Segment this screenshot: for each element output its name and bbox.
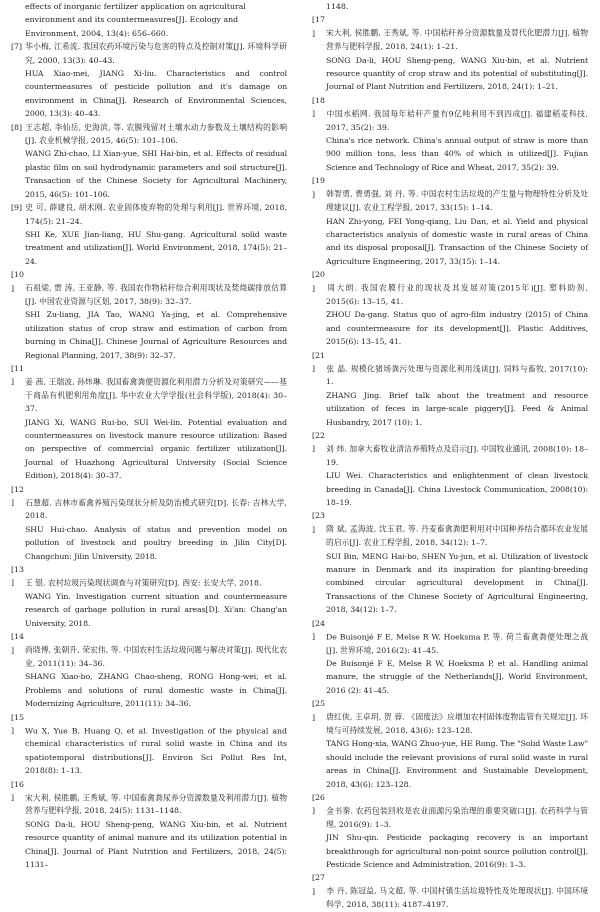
- reference-chinese: [312, 174, 588, 214]
- reference-english: [11, 67, 287, 121]
- reference-item: [11, 201, 287, 268]
- reference-item: [11, 40, 287, 120]
- reference-english-text: SUI Bin, MENG Hai-bo, SHEN Yu-jun, et al. Utilization of livestock manure in Denmark and its inspiration for planting-breeding combined circular agricultural development in China[J]. Transactions of the Chinese Society of Agricultural Engineering, 2018, 34(12): 1–7.: [326, 551, 588, 615]
- reference-number: [8]: [11, 122, 23, 132]
- reference-item: [312, 174, 588, 268]
- reference-english-text: SONG Da-li, HOU Sheng-peng, WANG Xiu-bin, et al. Nutrient resource quantity of crop straw and its potential of substituting[J]. Journal of Plant Nutrition and Fertilizers, 2018, 24(1): 1–21.: [326, 55, 588, 92]
- reference-item: [11, 778, 287, 872]
- reference-english-text: HUA Xiao-mei, JIANG Xi-liu. Characteristics and control countermeasures of pesticide pollution and it's damage on environment in China[J]. Research of Environmental Sciences, 2000, 13(3): 40–43.: [25, 69, 287, 119]
- reference-english-text: De Buisonjé F E, Melse R W, Hoeksma P, et al. Handling animal manure, the struggle of the Netherlands[J]. World Environment, 2016 (2): 41–45.: [326, 658, 588, 695]
- reference-chinese-text: 宋大利, 侯胜鹏, 王秀斌, 等. 中国畜禽粪尿养分资源数量及利用潜力[J]. 植物营养与肥料学报, 2018, 24(5): 1131–1148.: [25, 792, 287, 816]
- reference-chinese-text: 张 晶. 规模化猪场粪污处理与资源化利用浅谈[J]. 饲料与畜牧, 2017(10): 1.: [326, 363, 588, 387]
- reference-chinese: [11, 630, 287, 670]
- reference-chinese: [11, 268, 287, 308]
- reference-english: [11, 228, 287, 268]
- reference-item: [11, 483, 287, 563]
- reference-english-text: JIANG Xi, WANG Rui-bo, SUI Wei-lin. Potential evaluation and countermeasures on livestock manure resource utilization: Based on perspective of commercial organic fertilizer utilization[J]. Journal of Huazhong Agricultural University (Social Science Edition), 2018(4): 30–37.: [25, 417, 287, 481]
- reference-number: [15]: [11, 712, 24, 735]
- reference-english-text: WANG Yin. Investigation current situation and countermeasure research of garbage pollution in rural areas[D]. Xi'an: Chang'an University, 2018.: [25, 591, 287, 628]
- reference-item: [11, 563, 287, 630]
- reference-english: [11, 670, 287, 710]
- reference-number: [12]: [11, 484, 24, 508]
- reference-chinese-text: 李 丹, 陈冠益, 马文超, 等. 中国村镇生活垃圾特性及处理现状[J]. 中国环境科学, 2018, 38(11): 4187–4197.: [326, 886, 588, 910]
- reference-chinese: [11, 201, 287, 228]
- reference-number: [20]: [312, 270, 325, 293]
- reference-english-text: ZHOU Da-gang. Status quo of agro-film industry (2015) of China and countermeasure for its development[J]. Plastic Additives, 2015(6): 13–15, 41.: [326, 310, 588, 347]
- reference-chinese: [312, 13, 588, 53]
- reference-item: [11, 121, 287, 201]
- reference-english: [312, 54, 588, 94]
- reference-chinese-text: 韩智勇, 费勇强, 刘 丹, 等. 中国农村生活垃圾的产生量与物理特性分析及处理建议[J]. 农业工程学报, 2017, 33(15): 1–14.: [326, 189, 588, 213]
- reference-number: [7]: [11, 42, 23, 52]
- reference-number: [10]: [11, 270, 24, 293]
- reference-english-text: ZHANG Jing. Brief talk about the treatment and resource utilization of feces in large-scale piggery[J]. Feed & Animal Husbandry, 2017 (10): 1.: [326, 390, 588, 427]
- reference-number: [13]: [11, 565, 24, 588]
- reference-english: [11, 711, 287, 778]
- reference-english-text: SHI Ke, XUE Jian-liang, HU Shu-gang. Agricultural solid waste treatment and utilization[J]. World Environment, 2018, 174(5): 21–24.: [25, 229, 287, 266]
- reference-english: [312, 831, 588, 871]
- reference-english: [11, 416, 287, 483]
- reference-english-text: China's rice network. China's annual output of straw is more than 900 million tons, less than 40% of which is utilized[J]. Fujian Science and Technology of Rice and Wheat, 2017, 35(2): 39.: [326, 136, 588, 172]
- reference-english-text: SHU Hui-chao. Analysis of status and prevention model on pollution of livestock and poultry breeding in Jilin City[D]. Changchun: Jilin University, 2018.: [25, 524, 287, 561]
- reference-english: [312, 308, 588, 348]
- reference-number: [18]: [312, 95, 325, 119]
- reference-item: [312, 268, 588, 348]
- reference-item: [312, 429, 588, 509]
- reference-number: [14]: [11, 632, 24, 655]
- reference-english: [312, 657, 588, 697]
- reference-english-text: LIU Wei. Characteristics and enlightenment of clean livestock breeding in Canada[J]. China Livestock Communication, 2008(10): 18–19.: [326, 471, 588, 508]
- reference-chinese: [312, 871, 588, 911]
- reference-chinese: [312, 791, 588, 831]
- reference-chinese-text: 石祖梁, 贾 涛, 王亚静, 等. 我国农作物秸秆综合利用现状及焚烧碳排放估算[J]. 中国农业资源与区划, 2017, 38(9): 32–37.: [25, 283, 287, 306]
- reference-number: [27]: [312, 873, 325, 896]
- reference-number: [11]: [11, 363, 24, 387]
- reference-item: [11, 630, 287, 710]
- reference-number: [19]: [312, 176, 325, 199]
- reference-chinese: [11, 483, 287, 523]
- references-column-left: [11, 0, 287, 871]
- reference-chinese-text: 宋大利, 侯胜鹏, 王秀斌, 等. 中国秸秆养分资源数量及替代化肥潜力[J]. 植物营养与肥料学报, 2018, 24(1): 1–21.: [326, 28, 588, 52]
- reference-english: [312, 389, 588, 429]
- reference-chinese: [11, 362, 287, 416]
- reference-english-text: Wu X, Yue B, Huang Q, et al. Investigation of the physical and chemical characteristics of rural solid waste in China and its spatiotemporal distributions[J]. Environ Sci Pollut Res Int, 2018(8): 1–13.: [25, 725, 287, 776]
- reference-chinese: [11, 563, 287, 590]
- reference-chinese-text: 华小梅, 江希流. 我国农药环境污染与危害的特点及控制对策[J]. 环境科学研究, 2000, 13(3): 40–43.: [25, 42, 287, 65]
- reference-chinese-text: 王志超, 李仙岳, 史海滨, 等. 农膜残留对土壤水动力参数及土壤结构的影响[J]. 农业机械学报, 2015, 46(5): 101–106.: [25, 122, 287, 146]
- references-column-right: [312, 0, 588, 912]
- reference-number: [22]: [312, 431, 325, 454]
- reference-item: [312, 349, 588, 429]
- reference-number: [17]: [312, 15, 325, 38]
- reference-chinese-text: De Buisonjé F E, Melse R W, Hoeksma P, 等. 荷兰畜禽粪便处理之战[J]. 世界环境, 2016(2): 41–45.: [326, 632, 588, 655]
- reference-item: [312, 791, 588, 871]
- reference-chinese: [312, 349, 588, 389]
- reference-chinese-text: 尚晓博, 张朝升, 荣宏伟, 等. 中国农村生活垃圾问题与解决对策[J]. 现代化农业, 2011(11): 34–36.: [25, 645, 287, 668]
- reference-chinese: [11, 778, 287, 818]
- reference-english-text: TANG Hong-xia, WANG Zhuo-yue, HE Rong. The "Solid Waste Law" should include the relevant provisions of rural solid waste in rural areas in China[J]. Environment and Sustainable Development, 2018, 43(6): 123–128.: [326, 739, 588, 789]
- reference-chinese-text: 周大朗. 我国农膜行业的现状及其发展对策(2015年)[J]. 塑料助剂, 2015(6): 13–15, 41.: [326, 283, 588, 306]
- reference-item: [312, 509, 588, 616]
- reference-item: [312, 871, 588, 911]
- reference-english-text: SHI Zu-liang, JIA Tao, WANG Ya-jing, et al. Comprehensive utilization status of crop straw and estimation of carbon from burning in China[J]. Chinese Journal of Agriculture Resources and Regional Planning, 2017, 38(9): 32–37.: [25, 310, 287, 360]
- reference-chinese: [11, 121, 287, 148]
- reference-item: [11, 362, 287, 483]
- reference-chinese: [312, 429, 588, 469]
- reference-chinese-text: 中国水稻网. 我国每年秸秆产量有9亿吨利用不到四成[J]. 福建稻麦科技, 2017, 35(2): 39.: [326, 109, 588, 132]
- reference-chinese-text: 隋 斌, 孟海波, 沈玉君, 等. 丹麦畜禽粪肥利用对中国种养结合循环农业发展的启示[J]. 农业工程学报, 2018, 34(12): 1–7.: [326, 524, 588, 548]
- reference-english: [312, 469, 588, 509]
- reference-english: [11, 523, 287, 563]
- reference-item: [312, 94, 588, 174]
- reference-chinese-text: 姜 茜, 王瑞波, 孙炜琳. 我国畜禽粪便资源化利用潜力分析及对策研究——基于商品有机肥利用角度[J]. 华中农业大学学报(社会科学版), 2018(4): 30–37.: [25, 377, 287, 414]
- reference-english: [11, 147, 287, 201]
- reference-chinese-text: 石慧超. 吉林市畜禽养殖污染现状分析及防治模式研究[D]. 长春: 吉林大学, 2018.: [25, 498, 287, 521]
- reference-chinese-text: 金书秦. 农药包装回收是农业面源污染治理的重要突破口[J]. 农药科学与管理, 2016(9): 1–3.: [326, 806, 588, 829]
- reference-english: [312, 134, 588, 174]
- reference-english-text: SHANG Xiao-bo, ZHANG Chao-sheng, RONG Hong-wei, et al. Problems and solutions of rural domestic waste in China[J]. Modernizing Agriculture, 2011(11): 34–36.: [25, 672, 287, 709]
- reference-item: [11, 711, 287, 778]
- reference-continuation: 1148.: [326, 2, 349, 11]
- reference-chinese: [312, 509, 588, 549]
- reference-continuation: effects of inorganic fertilizer application on agricultural environment and its countermeasures[J]. Ecology and Environment, 2004, 13(4): 656–660.: [25, 2, 246, 38]
- reference-item: [312, 617, 588, 697]
- reference-english: [11, 590, 287, 630]
- reference-english-text: WANG Zhi-chao, LI Xian-yue, SHI Hai-bin, et al. Effects of residual plastic film on soil hydrodynamic parameters and soil structure[J]. Transaction of the Chinese Society for Agricultural Machinery, 2015, 46(5): 101–106.: [25, 149, 287, 199]
- reference-chinese: [312, 94, 588, 134]
- reference-number: [24]: [312, 618, 325, 642]
- reference-chinese-text: 王 银. 农村垃圾污染现状调查与对策研究[D]. 西安: 长安大学, 2018.: [25, 578, 262, 588]
- reference-english-text: JIN Shu-qin. Pesticide packaging recovery is an important breakthrough for agricultural non-point source pollution control[J]. Pesticide Science and Administration, 2016(9): 1–3.: [326, 833, 588, 869]
- reference-english-text: HAN Zhi-yong, FEI Yong-qiang, Liu Dan, et al. Yield and physical characteristics analysis of domestic waste in rural areas of China and its disposal proposal[J]. Transaction of the Chinese Society of Agriculture Engineering, 2017, 33(15): 1–14.: [326, 216, 588, 266]
- reference-number: [16]: [11, 779, 24, 802]
- reference-english: [312, 215, 588, 269]
- reference-item: [312, 697, 588, 791]
- reference-chinese-text: 史 可, 薛建良, 胡术刚. 农业固体废弃物的处理与利用[J]. 世界环境, 2018, 174(5): 21–24.: [25, 203, 287, 226]
- reference-number: [23]: [312, 511, 325, 534]
- reference-chinese: [312, 697, 588, 737]
- reference-english: [11, 818, 287, 872]
- reference-number: [25]: [312, 699, 325, 722]
- reference-chinese: [11, 40, 287, 67]
- reference-number: [26]: [312, 792, 325, 816]
- reference-english-text: SONG Da-li, HOU Sheng-peng, WANG Xiu-bin, et al. Nutrient resource quantity of animal manure and its utilization potential in China[J]. Journal of Plant Nutrition and Fertilizers, 2018, 24(5): 1131–: [25, 819, 287, 869]
- reference-item: [312, 13, 588, 93]
- reference-number: [9]: [11, 203, 23, 213]
- reference-item: [11, 268, 287, 362]
- reference-number: [21]: [312, 350, 325, 373]
- reference-english: [11, 308, 287, 362]
- reference-chinese: [312, 268, 588, 308]
- reference-english: [312, 550, 588, 617]
- reference-chinese-text: 刘 炜. 加拿大畜牧业清洁养殖特点及启示[J]. 中国牧业通讯, 2008(10): 18–19.: [326, 444, 588, 467]
- reference-english: [312, 737, 588, 791]
- reference-chinese: [312, 617, 588, 657]
- reference-chinese-text: 唐红侠, 王卓玥, 贺 蓉. 《固废法》应增加农村固体废物监管有关规定[J]. 环境与可持续发展, 2018, 43(6): 123–128.: [326, 712, 588, 735]
